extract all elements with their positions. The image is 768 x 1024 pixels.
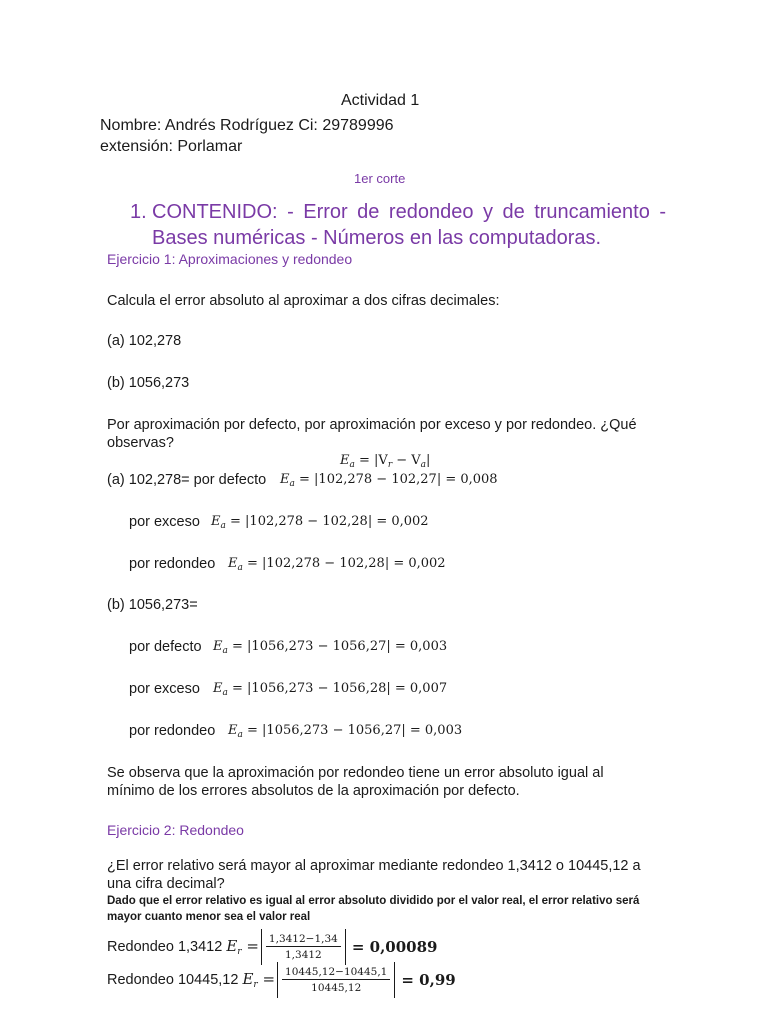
redondeo-2-row — [107, 961, 456, 999]
extension-line: extensión: Porlamar — [100, 138, 243, 155]
a-redondeo-label: por redondeo — [129, 556, 216, 572]
b-exceso-label: por exceso — [129, 681, 200, 697]
abs-bar-left — [261, 929, 262, 965]
a-redondeo-equation: $E_a = |102,278 - 102,28| = 0,002$ — [228, 556, 446, 573]
redondeo-1-fraction: $\frac{1,3412-1,34}{1,3412}$ — [266, 933, 341, 961]
a-exceso-label: por exceso — [129, 514, 200, 530]
abs-bar-right — [394, 962, 395, 998]
b-exceso-equation: $E_a = |1056,273 - 1056,28| = 0,007$ — [213, 681, 448, 698]
ejercicio1-heading: Ejercicio 1: Aproximaciones y redondeo — [107, 251, 353, 267]
redondeo-1-label: Redondeo 1,3412 — [107, 939, 223, 955]
redondeo-1-symbol: $E_r$ = — [226, 937, 259, 957]
item-b: (b) 1056,273 — [107, 375, 190, 391]
ejercicio2-note-line2: mayor cuanto menor sea el valor real — [107, 911, 311, 923]
formula-absolute-error: $E_a = |V_r - V_a|$ — [340, 453, 431, 470]
contenido-line1: CONTENIDO: - Error de redondeo y de truncamiento - — [152, 201, 666, 223]
a-exceso-equation: $E_a = |102,278 - 102,28| = 0,002$ — [211, 514, 429, 531]
item-a: (a) 102,278 — [107, 333, 182, 349]
b-defecto-label: por defecto — [129, 639, 202, 655]
a-defecto-equation: $E_a = |102,278 - 102,27| = 0,008$ — [280, 472, 498, 489]
ejercicio2-question-line2: una cifra decimal? — [107, 876, 225, 892]
ejercicio2-note-line1: Dado que el error relativo es igual al error absoluto dividido por el valor real, el error relativo será — [107, 895, 640, 907]
b-label: (b) 1056,273= — [107, 597, 198, 613]
abs-bar-left — [277, 962, 278, 998]
conclusion-line2: mínimo de los errores absolutos de la aproximación por defecto. — [107, 783, 520, 799]
redondeo-2-label: Redondeo 10445,12 — [107, 972, 239, 988]
redondeo-2-result: = 0,99 — [401, 971, 456, 989]
contenido-line2: Bases numéricas - Números en las computadoras. — [152, 227, 602, 249]
question-line2: observas? — [107, 435, 174, 451]
corte-label: 1er corte — [354, 171, 406, 186]
ejercicio1-prompt: Calcula el error absoluto al aproximar a dos cifras decimales: — [107, 293, 500, 309]
student-name-line: Nombre: Andrés Rodríguez Ci: 29789996 — [100, 117, 394, 134]
abs-bar-right — [345, 929, 346, 965]
b-redondeo-label: por redondeo — [129, 723, 216, 739]
redondeo-2-symbol: $E_r$ = — [242, 970, 276, 990]
contenido-number: 1. — [130, 201, 147, 223]
b-redondeo-equation: $E_a = |1056,273 - 1056,27| = 0,003$ — [228, 723, 463, 740]
conclusion-line1: Se observa que la aproximación por redondeo tiene un error absoluto igual al — [107, 765, 604, 781]
ejercicio2-heading: Ejercicio 2: Redondeo — [107, 822, 244, 838]
redondeo-1-result: = 0,00089 — [351, 938, 438, 956]
a-defecto-label: (a) 102,278= por defecto — [107, 472, 267, 488]
question-line1: Por aproximación por defecto, por aproximación por exceso y por redondeo. ¿Qué — [107, 417, 637, 433]
redondeo-2-fraction: $\frac{10445,12-10445,1}{10445,12}$ — [282, 966, 390, 994]
b-defecto-equation: $E_a = |1056,273 - 1056,27| = 0,003$ — [213, 639, 448, 656]
document-title: Actividad 1 — [341, 92, 420, 109]
ejercicio2-question-line1: ¿El error relativo será mayor al aproximar mediante redondeo 1,3412 o 10445,12 a — [107, 858, 641, 874]
